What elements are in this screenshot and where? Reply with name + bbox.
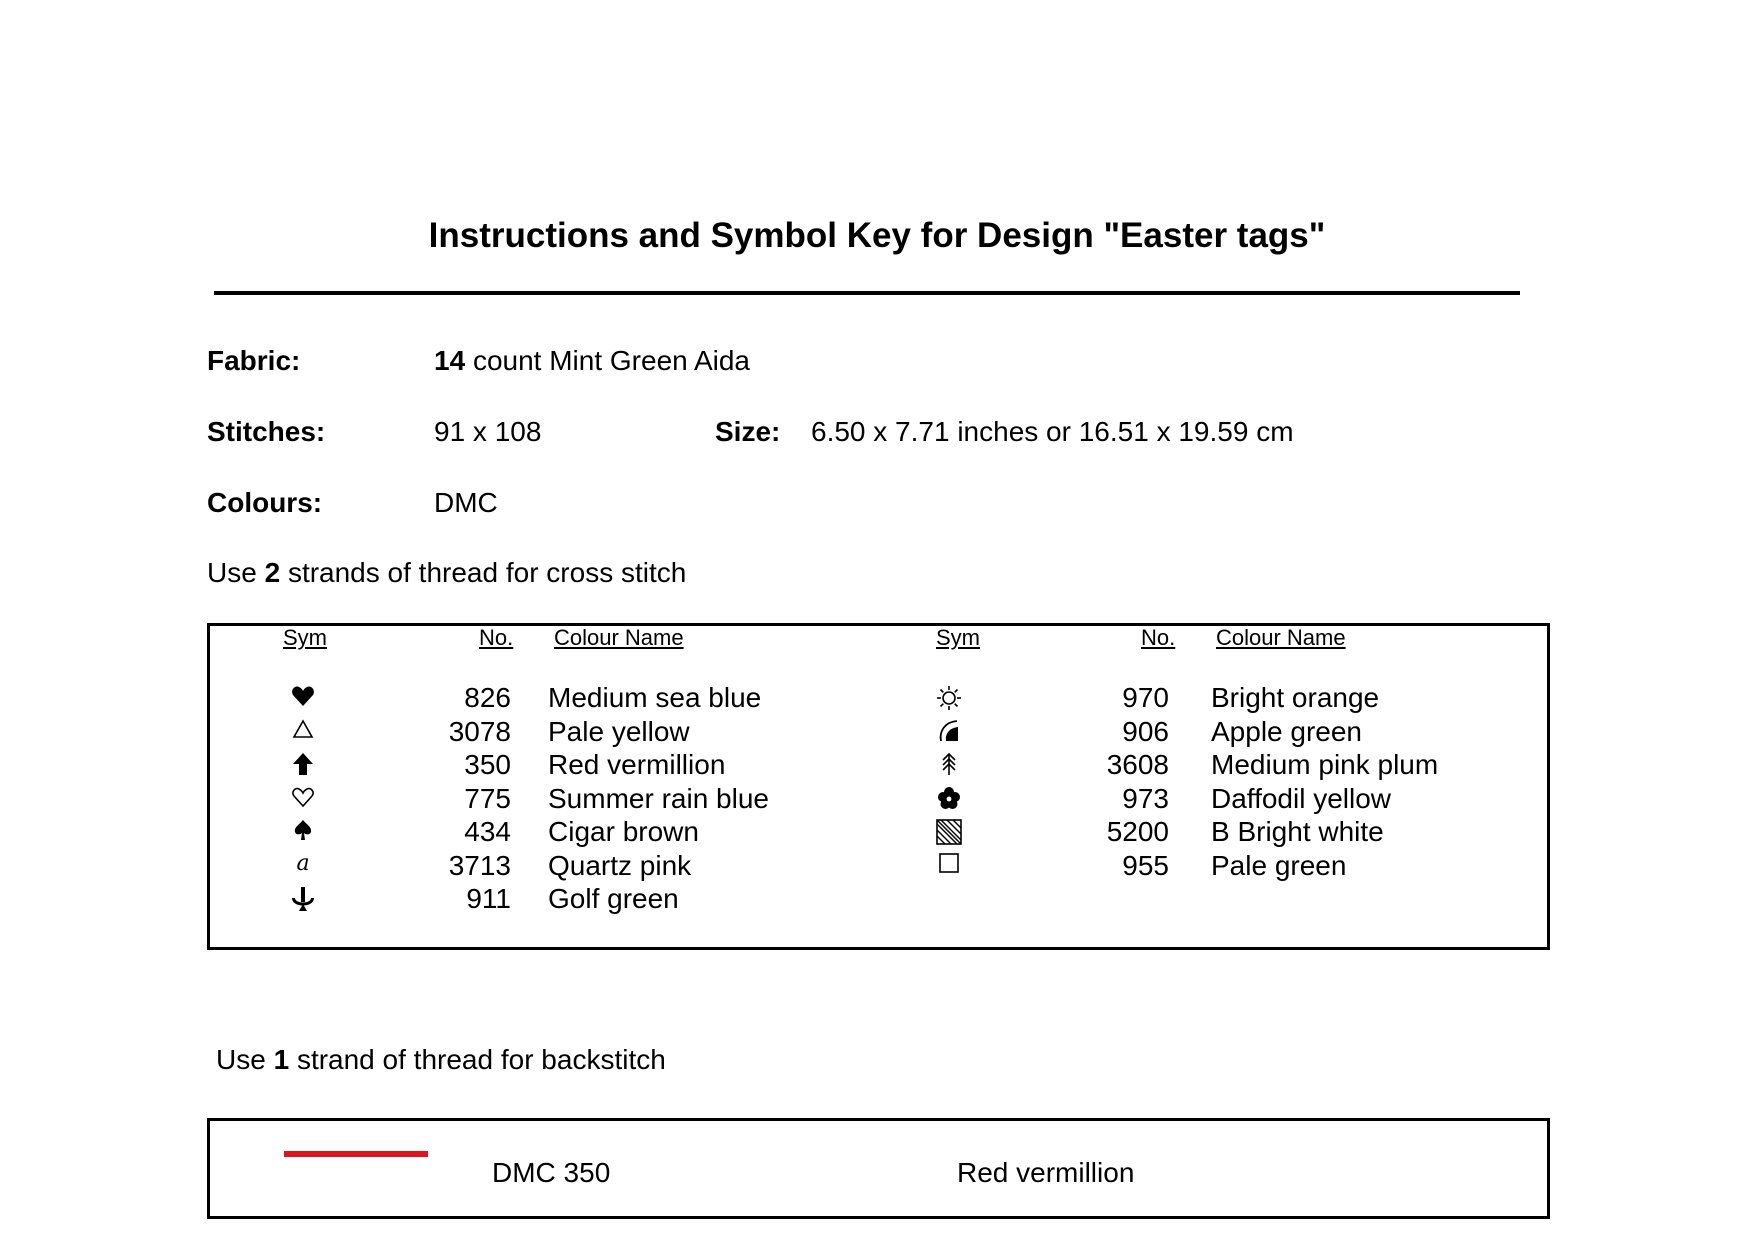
backstitch-key-table — [207, 1118, 1550, 1219]
arrow-up-icon — [273, 752, 333, 782]
fabric-label: Fabric: — [207, 345, 301, 376]
key-right-colour-name: Pale green — [1211, 849, 1347, 881]
backstitch-colour-name: Red vermillion — [957, 1157, 1135, 1188]
header-name-right: Colour Name — [1216, 625, 1346, 650]
backstitch-line-swatch — [284, 1151, 428, 1157]
cross-stitch-instruction: Use 2 strands of thread for cross stitch — [207, 557, 687, 588]
svg-text:a: a — [296, 852, 310, 875]
key-left-number: 775 — [464, 782, 511, 814]
key-left-number: 350 — [464, 749, 511, 780]
key-right-colour-name: Bright orange — [1211, 682, 1380, 713]
anchor-icon — [273, 886, 333, 916]
key-left-number: 3713 — [448, 849, 511, 881]
backstitch-instruction: Use 1 strand of thread for backstitch — [216, 1044, 666, 1075]
key-right-number: 3608 — [1106, 749, 1169, 780]
title-divider — [214, 291, 1520, 295]
key-left-colour-name: Medium sea blue — [548, 682, 762, 713]
key-left-colour-name: Cigar brown — [548, 816, 699, 847]
header-name-left: Colour Name — [554, 625, 684, 650]
flower-icon — [919, 786, 979, 816]
fabric-text: count Mint Green Aida — [472, 345, 750, 376]
fabric-value — [434, 344, 750, 378]
empty-square-icon — [919, 853, 979, 883]
backstitch-number: DMC 350 — [492, 1157, 611, 1188]
triangle-outline-icon — [273, 719, 333, 749]
fabric-count: 14 — [434, 345, 466, 376]
key-left-number: 911 — [466, 883, 511, 914]
key-left-colour-name: Pale yellow — [548, 715, 690, 747]
heart-solid-icon — [273, 685, 333, 715]
key-left-colour-name: Golf green — [548, 883, 679, 914]
key-right-number: 973 — [1122, 782, 1169, 814]
header-sym-right: Sym — [936, 625, 980, 650]
wave-half-icon — [919, 719, 979, 749]
key-right-colour-name: B Bright white — [1211, 816, 1384, 847]
heart-outline-icon — [273, 786, 333, 816]
colours-label: Colours: — [207, 487, 323, 518]
header-sym-left: Sym — [283, 625, 327, 650]
header-no-left: No. — [479, 625, 514, 650]
stitches-label: Stitches: — [207, 416, 326, 447]
sun-outline-icon — [919, 685, 979, 715]
size-label: Size: — [715, 416, 781, 447]
fir-tree-icon — [919, 752, 979, 782]
key-right-number: 955 — [1122, 849, 1169, 881]
key-right-number: 970 — [1122, 682, 1169, 713]
stitches-value: 91 x 108 — [434, 416, 542, 447]
key-right-colour-name: Medium pink plum — [1211, 749, 1439, 780]
spade-icon — [273, 819, 333, 849]
script-a-icon — [273, 853, 333, 883]
key-left-number: 3078 — [448, 715, 511, 747]
size-value: 6.50 x 7.71 inches or 16.51 x 19.59 cm — [811, 416, 1294, 447]
key-right-number: 5200 — [1106, 816, 1169, 847]
key-right-number: 906 — [1122, 715, 1169, 747]
key-right-colour-name: Apple green — [1211, 715, 1363, 747]
key-left-colour-name: Quartz pink — [548, 849, 692, 881]
key-left-number: 826 — [464, 682, 511, 713]
header-no-right: No. — [1141, 625, 1176, 650]
key-left-colour-name: Red vermillion — [548, 749, 726, 780]
colours-value: DMC — [434, 487, 498, 518]
key-right-colour-name: Daffodil yellow — [1211, 782, 1392, 814]
page-title: Instructions and Symbol Key for Design "Easter tags" — [428, 216, 1326, 255]
key-left-number: 434 — [464, 816, 511, 847]
hatched-square-icon — [919, 819, 979, 849]
key-left-colour-name: Summer rain blue — [548, 782, 769, 814]
